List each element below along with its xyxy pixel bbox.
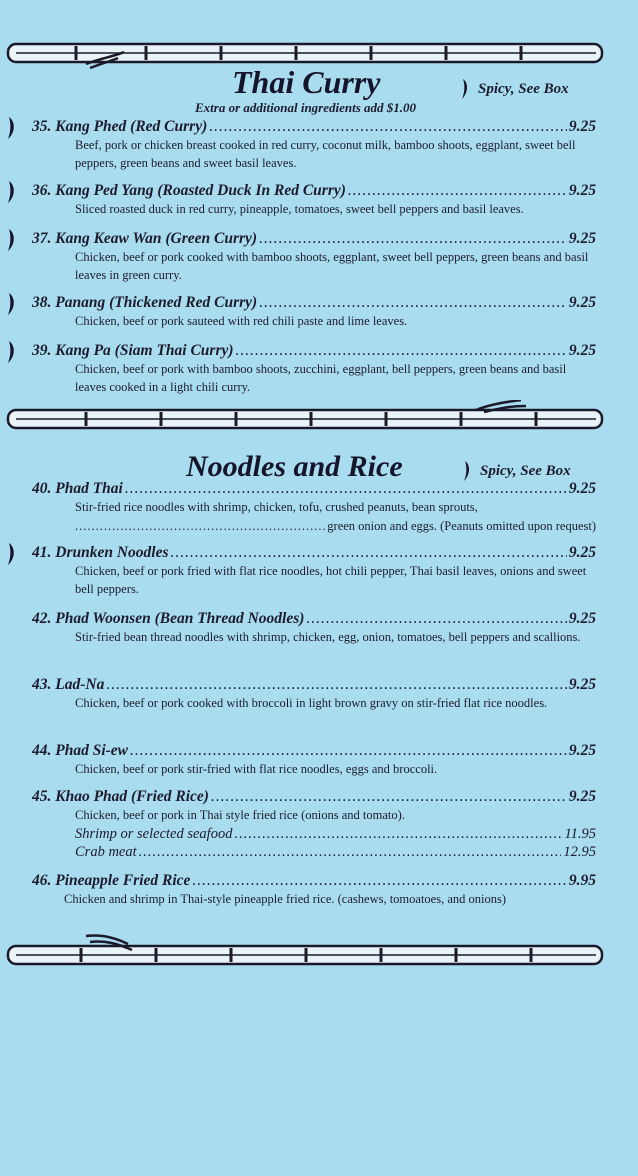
- menu-item-header: [32, 788, 596, 806]
- menu-item-header: [32, 294, 596, 312]
- item-price: 9.95: [568, 872, 596, 889]
- leader-dots: [259, 294, 567, 312]
- item-description: Chicken, beef or pork sauteed with red chili paste and lime leaves.: [75, 314, 408, 328]
- menu-item: [32, 544, 596, 598]
- item-description: Chicken, beef or pork cooked with broccoli in light brown gravy on stir-fried flat rice noodles.: [75, 696, 548, 710]
- item-option: [32, 825, 596, 843]
- item-name: Kang Ped Yang (Roasted Duck In Red Curry): [55, 182, 346, 199]
- item-description: Chicken and shrimp in Thai-style pineapple fried rice. (cashews, tomoatoes, and onions): [64, 892, 507, 906]
- item-number: 44.: [32, 742, 52, 759]
- leader-dots: [236, 342, 567, 360]
- item-description: Chicken, beef or pork with bamboo shoots, zucchini, eggplant, bell peppers, green beans and basil leaves cooked in a light chili curry.: [75, 362, 567, 394]
- leader-dots: [259, 230, 567, 248]
- option-price: 11.95: [564, 825, 596, 842]
- menu-item-header: [32, 610, 596, 628]
- item-description: Chicken, beef or pork stir-fried with flat rice noodles, eggs and broccoli.: [75, 762, 438, 776]
- leader-dots: [130, 742, 567, 760]
- menu-item-header: [32, 676, 596, 694]
- thai-curry-subnote: Extra or additional ingredients add $1.00: [195, 100, 417, 115]
- chili-icon: [460, 78, 470, 100]
- thai-curry-title: Thai Curry: [232, 64, 381, 100]
- item-number: 43.: [32, 676, 52, 693]
- item-name: Khao Phad (Fried Rice): [55, 788, 209, 805]
- item-price: 9.25: [568, 788, 596, 805]
- leader-dots: [106, 676, 567, 694]
- menu-item: [32, 788, 596, 861]
- chili-icon: [6, 180, 16, 204]
- item-description: Chicken, beef or pork fried with flat rice noodles, hot chili pepper, Thai basil leaves, onions and sweet bell peppers.: [75, 564, 587, 596]
- menu-item: [32, 294, 596, 331]
- item-price: 9.25: [568, 676, 596, 693]
- menu-item: [32, 676, 596, 713]
- item-number: 40.: [32, 480, 52, 497]
- menu-item-header: [32, 544, 596, 562]
- chili-icon: [6, 116, 16, 140]
- leader-dots: [75, 518, 327, 536]
- item-price: 9.25: [568, 610, 596, 627]
- chili-icon: [6, 228, 16, 252]
- leader-dots: [171, 544, 567, 562]
- item-number: 46.: [32, 872, 52, 889]
- menu-item: [32, 118, 596, 172]
- leader-dots: [125, 480, 567, 498]
- menu-item-header: [32, 118, 596, 136]
- menu-item-header: [32, 742, 596, 760]
- item-name: Kang Keaw Wan (Green Curry): [55, 230, 258, 247]
- item-name: Phad Si-ew: [55, 742, 129, 759]
- chili-icon: [6, 340, 16, 364]
- menu-item-header: [32, 342, 596, 360]
- item-name: Lad-Na: [55, 676, 105, 693]
- item-price: 9.25: [568, 118, 596, 135]
- chili-icon: [462, 460, 472, 482]
- leader-dots: [306, 610, 566, 628]
- item-description: Stir-fried rice noodles with shrimp, chicken, tofu, crushed peanuts, bean sprouts,: [75, 500, 478, 514]
- item-number: 42.: [32, 610, 52, 627]
- bamboo-icon: [6, 400, 604, 434]
- menu-item: [32, 182, 596, 219]
- menu-item: [32, 742, 596, 779]
- leader-dots: [192, 872, 566, 890]
- item-description: Beef, pork or chicken breast cooked in red curry, coconut milk, bamboo shoots, eggplant, sweet bell peppers, green beans and sweet basil leaves.: [75, 138, 576, 170]
- menu-item: [32, 230, 596, 284]
- option-price: 12.95: [563, 843, 596, 860]
- leader-dots: [234, 825, 562, 843]
- menu-item-header: [32, 480, 596, 498]
- option-name: Shrimp or selected seafood: [75, 825, 233, 842]
- item-price: 9.25: [568, 742, 596, 759]
- item-description: Sliced roasted duck in red curry, pineapple, tomatoes, sweet bell peppers and basil leaves.: [75, 202, 524, 216]
- menu-item: [32, 872, 596, 909]
- spicy-note-text: Spicy, See Box: [478, 80, 569, 97]
- menu-item: [32, 480, 596, 535]
- bamboo-divider-middle: [6, 400, 604, 434]
- spicy-note-text: Spicy, See Box: [480, 462, 571, 479]
- item-number: 41.: [32, 544, 52, 561]
- chili-icon: [6, 292, 16, 316]
- item-name: Drunken Noodles: [55, 544, 169, 561]
- item-number: 38.: [32, 294, 52, 311]
- item-price: 9.25: [568, 182, 596, 199]
- menu-item-header: [32, 182, 596, 200]
- item-price: 9.25: [568, 342, 596, 359]
- item-name: Kang Phed (Red Curry): [55, 118, 208, 135]
- option-name: Crab meat: [75, 843, 137, 860]
- item-description: Chicken, beef or pork cooked with bamboo shoots, eggplant, sweet bell peppers, green beans and basil leaves in green curry.: [75, 250, 589, 282]
- chili-icon: [6, 542, 16, 566]
- item-number: 35.: [32, 118, 52, 135]
- item-price: 9.25: [568, 544, 596, 561]
- item-description-text: green onion and eggs. (Peanuts omitted upon request): [327, 518, 596, 533]
- thai-curry-spicy-note: [460, 78, 569, 100]
- item-description: Stir-fried bean thread noodles with shrimp, chicken, egg, onion, tomatoes, bell peppers and scallions.: [75, 630, 581, 644]
- item-name: Kang Pa (Siam Thai Curry): [55, 342, 234, 359]
- item-name: Phad Thai: [55, 480, 123, 497]
- item-price: 9.25: [568, 230, 596, 247]
- item-number: 45.: [32, 788, 52, 805]
- menu-item: [32, 342, 596, 396]
- item-description-continued: [32, 518, 596, 536]
- leader-dots: [211, 788, 567, 806]
- noodles-rice-title: Noodles and Rice: [186, 450, 403, 483]
- bamboo-icon: [6, 932, 604, 966]
- menu-item-header: [32, 230, 596, 248]
- item-option: [32, 843, 596, 861]
- item-price: 9.25: [568, 480, 596, 497]
- item-name: Phad Woonsen (Bean Thread Noodles): [55, 610, 305, 627]
- item-price: 9.25: [568, 294, 596, 311]
- item-name: Pineapple Fried Rice: [55, 872, 191, 889]
- item-description: Chicken, beef or pork in Thai style fried rice (onions and tomato).: [75, 808, 405, 822]
- item-number: 39.: [32, 342, 52, 359]
- leader-dots: [139, 843, 562, 861]
- menu-item-header: [32, 872, 596, 890]
- leader-dots: [348, 182, 567, 200]
- item-number: 36.: [32, 182, 52, 199]
- leader-dots: [209, 118, 567, 136]
- menu-item: [32, 610, 596, 647]
- bamboo-divider-bottom: [6, 932, 604, 966]
- item-number: 37.: [32, 230, 52, 247]
- noodles-spicy-note: [462, 460, 571, 482]
- item-name: Panang (Thickened Red Curry): [55, 294, 258, 311]
